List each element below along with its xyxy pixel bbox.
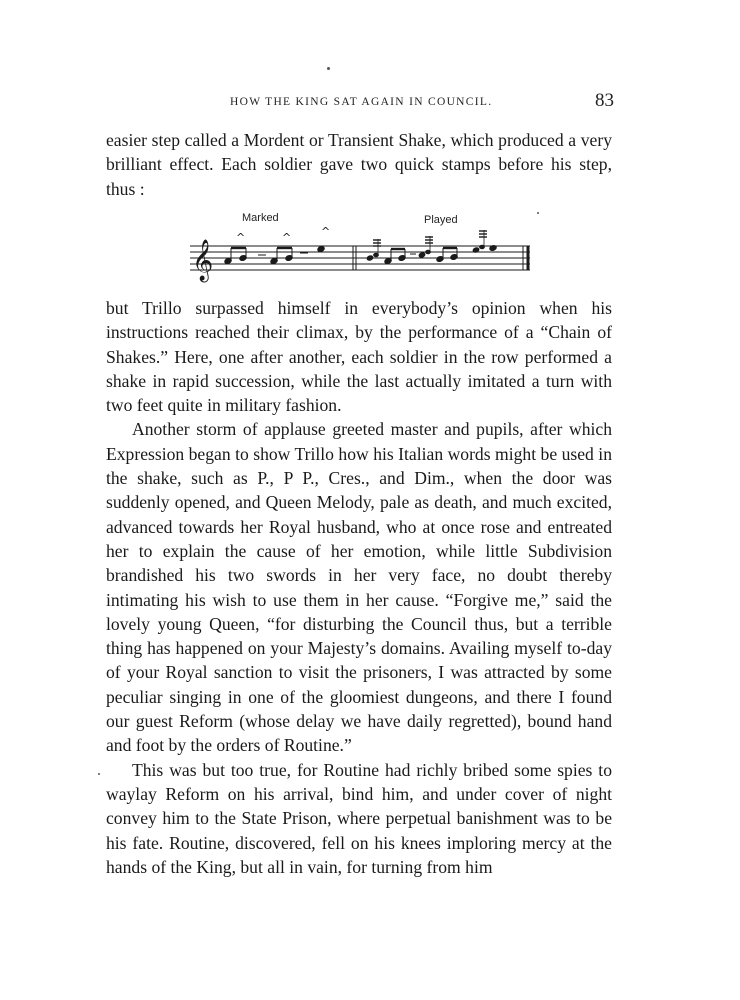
paragraph: easier step called a Mordent or Transient Shake, which produced a very brilliant effect. Each soldier gave two quick stamps before his step, thus : (106, 130, 612, 199)
note-head (366, 255, 373, 261)
note-head (418, 252, 425, 258)
music-example (190, 208, 536, 284)
stray-ink-dot (537, 212, 539, 214)
running-title: HOW THE KING SAT AGAIN IN COUNCIL. (230, 96, 493, 108)
paragraph: Another storm of applause greeted master and pupils, after which Expression began to show Trillo how his Italian words might be used in the shake, such as P., P P., Cres., and Dim., when the door was suddenly opened, and Queen Melody, pale as death, and much excited, advanced towards her Royal husband, who at once rose and entreated her to explain the cause of her emotion, while little Subdivision brandished his two swords in her very face, no doubt thereby intimating his wish to use them in her cause. “Forgive me,” said the lovely young Queen, “for disturbing the Council thus, but a terrible thing has happened on your Majesty’s domains. Availing myself to-day of your Royal sanction to visit the prisoners, I was attracted by some peculiar singing in one of the gloomiest dungeons, and there I found our guest Reform (whose delay we have daily regretted), bound hand and foot by the orders of Routine.” (106, 419, 612, 756)
music-label-marked: Marked (242, 212, 279, 224)
paragraph: but Trillo surpassed himself in everybody’s opinion when his instructions reached their climax, by the performance of a “Chain of Shakes.” Here, one after another, each soldier in the row performed a shake in rapid succession, while the last actually imitated a turn with two feet quite in military fashion. (106, 298, 612, 416)
accent-marks (236, 225, 330, 244)
treble-clef-icon: 𝄞 (192, 240, 214, 281)
stray-ink-dot (327, 67, 330, 70)
paragraph: This was but too true, for Routine had richly bribed some spies to waylay Reform on his arrival, bind him, and under cover of night convey him to the State Prison, where perpetual banishment was to be his fate. Routine, discovered, fell on his knees imploring mercy at the hands of the King, but all in vain, for turning from him (106, 759, 612, 877)
note-head (317, 246, 325, 253)
stray-ink-dot (98, 773, 100, 775)
accent-mark: ^ (236, 231, 246, 244)
played-notes (366, 230, 497, 264)
page-number: 83 (595, 90, 614, 111)
accent-mark: ^ (321, 225, 331, 238)
music-label-played: Played (424, 214, 458, 226)
marked-notes (224, 246, 325, 265)
text-block-top (106, 128, 612, 201)
text-block-main (106, 296, 612, 879)
accent-mark: ^ (282, 231, 292, 244)
